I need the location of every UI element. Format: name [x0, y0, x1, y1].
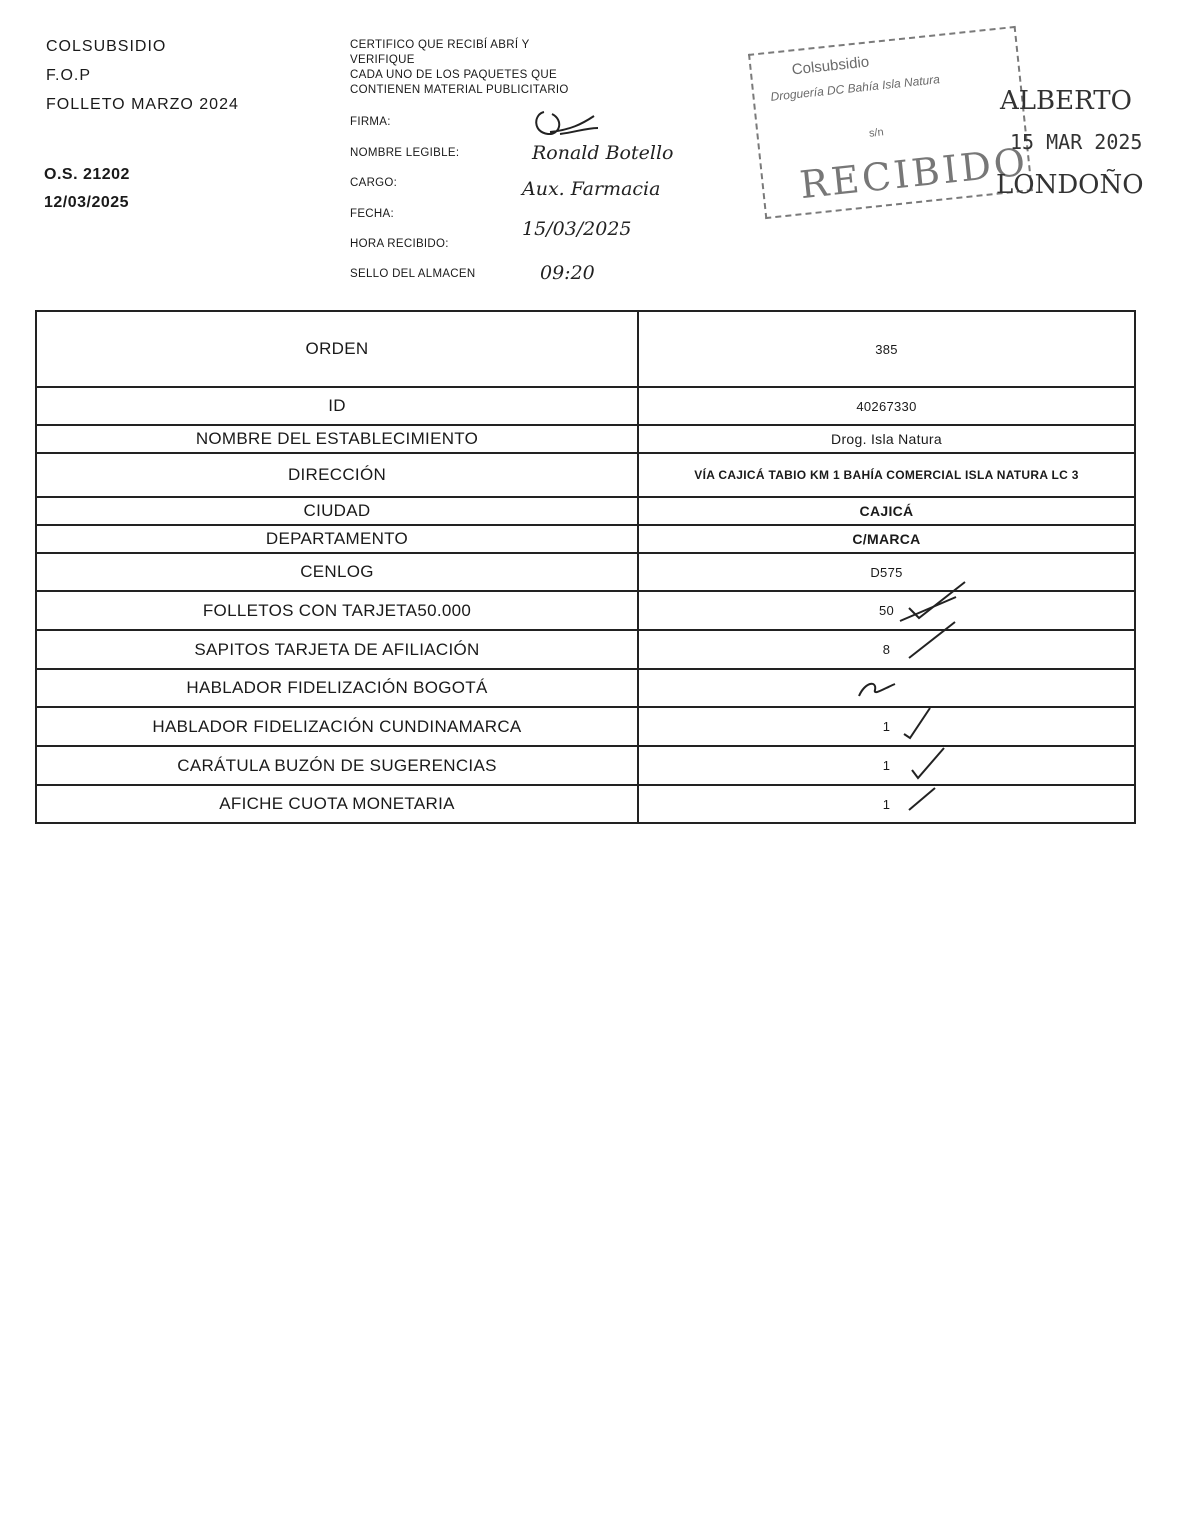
row-label: CIUDAD: [36, 497, 638, 525]
table-row: [36, 311, 1135, 387]
table-row: [36, 387, 1135, 425]
header-left: [46, 38, 239, 125]
stamp-date: 15 MAR 2025: [1010, 130, 1143, 154]
row-value: 1: [638, 785, 1135, 823]
cert-line: CONTIENEN MATERIAL PUBLICITARIO: [350, 84, 569, 96]
table-row: [36, 591, 1135, 630]
row-value: 1: [638, 707, 1135, 746]
company-name: COLSUBSIDIO: [46, 38, 167, 55]
row-value: C/MARCA: [638, 525, 1135, 553]
row-value: [638, 669, 1135, 707]
row-value: 50: [638, 591, 1135, 630]
cargo-handwritten: Aux. Farmacia: [522, 178, 661, 200]
row-value: 385: [638, 311, 1135, 387]
os-number: O.S. 21202: [44, 166, 130, 183]
stamp-line2: Droguería DC Bahía Isla Natura: [769, 72, 941, 104]
nombre-label: NOMBRE LEGIBLE:: [350, 147, 460, 159]
table-row: [36, 785, 1135, 823]
row-label: AFICHE CUOTA MONETARIA: [36, 785, 638, 823]
fecha-label: FECHA:: [350, 208, 394, 220]
row-label: ORDEN: [36, 311, 638, 387]
row-label: FOLLETOS CON TARJETA50.000: [36, 591, 638, 630]
row-label: ID: [36, 387, 638, 425]
row-label: NOMBRE DEL ESTABLECIMIENTO: [36, 425, 638, 453]
table-row: [36, 453, 1135, 497]
signature-mark: [530, 104, 610, 140]
stamp-received: RECIBIDO: [797, 139, 1031, 208]
delivery-table: [35, 310, 1136, 824]
row-value: 1: [638, 746, 1135, 785]
table-row: [36, 525, 1135, 553]
sello-label: SELLO DEL ALMACEN: [350, 268, 476, 280]
cert-line: CERTIFICO QUE RECIBÍ ABRÍ Y: [350, 39, 530, 51]
stamp-name2: LONDOÑO: [996, 170, 1144, 200]
row-label: CENLOG: [36, 553, 638, 591]
nombre-handwritten: Ronald Botello: [532, 142, 674, 164]
row-value: CAJICÁ: [638, 497, 1135, 525]
cert-line: VERIFIQUE: [350, 54, 415, 66]
row-label: DEPARTAMENTO: [36, 525, 638, 553]
hora-handwritten: 09:20: [540, 262, 595, 284]
cert-line: CADA UNO DE LOS PAQUETES QUE: [350, 69, 557, 81]
order-info: [44, 166, 130, 222]
row-label: CARÁTULA BUZÓN DE SUGERENCIAS: [36, 746, 638, 785]
firma-label: FIRMA:: [350, 116, 391, 128]
received-stamp: [748, 26, 1033, 219]
row-label: DIRECCIÓN: [36, 453, 638, 497]
os-date: 12/03/2025: [44, 194, 130, 211]
table-row: [36, 425, 1135, 453]
table-row: [36, 707, 1135, 746]
table-row: [36, 669, 1135, 707]
row-value: D575: [638, 553, 1135, 591]
row-value: 40267330: [638, 387, 1135, 425]
stamp-name1: ALBERTO: [1000, 86, 1132, 116]
row-value: VÍA CAJICÁ TABIO KM 1 BAHÍA COMERCIAL ISLA NATURA LC 3: [638, 453, 1135, 497]
row-value: Drog. Isla Natura: [638, 425, 1135, 453]
table-row: [36, 630, 1135, 669]
folleto-title: FOLLETO MARZO 2024: [46, 96, 239, 113]
row-value: 8: [638, 630, 1135, 669]
fecha-handwritten: 15/03/2025: [522, 218, 632, 240]
cargo-label: CARGO:: [350, 177, 398, 189]
table-row: [36, 497, 1135, 525]
row-label: SAPITOS TARJETA DE AFILIACIÓN: [36, 630, 638, 669]
table-row: [36, 746, 1135, 785]
row-label: HABLADOR FIDELIZACIÓN BOGOTÁ: [36, 669, 638, 707]
certification-text: [350, 38, 569, 98]
hora-label: HORA RECIBIDO:: [350, 238, 449, 250]
unit-name: F.O.P: [46, 67, 92, 84]
stamp-line3: s/n: [868, 126, 885, 140]
table-row: [36, 553, 1135, 591]
stamp-line1: Colsubsidio: [791, 53, 870, 79]
row-label: HABLADOR FIDELIZACIÓN CUNDINAMARCA: [36, 707, 638, 746]
